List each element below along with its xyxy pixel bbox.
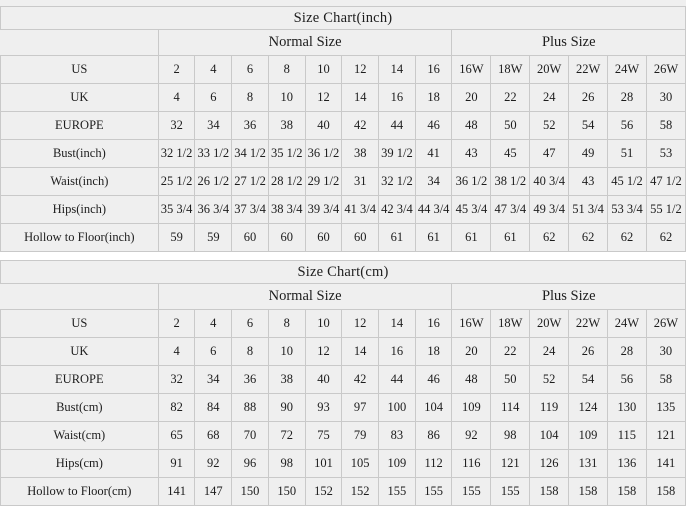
- cell: 119: [530, 394, 569, 422]
- cell: 84: [195, 394, 232, 422]
- cell: 93: [305, 394, 342, 422]
- table-title-row: [1, 7, 686, 30]
- cell: 51: [608, 140, 647, 168]
- cell: 16W: [452, 56, 491, 84]
- cell: 104: [530, 422, 569, 450]
- cell: 75: [305, 422, 342, 450]
- cell: 59: [158, 224, 195, 252]
- cell: 2: [158, 56, 195, 84]
- cell: 36 3/4: [195, 196, 232, 224]
- cell: 34 1/2: [232, 140, 269, 168]
- cell: 26W: [646, 56, 685, 84]
- size-chart-inch-block: [0, 0, 686, 252]
- cell: 38: [342, 140, 379, 168]
- row-label-hollow-to-floor: Hollow to Floor(inch): [1, 224, 159, 252]
- cell: 90: [268, 394, 305, 422]
- table-row: [1, 56, 686, 84]
- cell: 60: [305, 224, 342, 252]
- cell: 32 1/2: [379, 168, 416, 196]
- cell: 60: [342, 224, 379, 252]
- cell: 100: [379, 394, 416, 422]
- cell: 150: [268, 478, 305, 506]
- cell: 28 1/2: [268, 168, 305, 196]
- cell: 4: [195, 310, 232, 338]
- table-row: [1, 394, 686, 422]
- cell: 104: [415, 394, 452, 422]
- cell: 50: [491, 112, 530, 140]
- cell: 155: [452, 478, 491, 506]
- cell: 40 3/4: [530, 168, 569, 196]
- cell: 20: [452, 84, 491, 112]
- cell: 115: [607, 422, 646, 450]
- cell: 42: [342, 366, 379, 394]
- cell: 4: [195, 56, 232, 84]
- cell: 24W: [607, 310, 646, 338]
- cell: 38 1/2: [491, 168, 530, 196]
- cell: 24: [530, 338, 569, 366]
- cell: 16: [379, 84, 416, 112]
- group-header-normal-size: Normal Size: [158, 30, 452, 56]
- cell: 114: [491, 394, 530, 422]
- row-label-us: US: [1, 56, 159, 84]
- cell: 82: [158, 394, 195, 422]
- cell: 6: [195, 84, 232, 112]
- row-label-hips: Hips(cm): [1, 450, 159, 478]
- size-chart-cm-table: [0, 260, 686, 506]
- cell: 59: [195, 224, 232, 252]
- group-header-plus-size: Plus Size: [452, 30, 686, 56]
- cell: 98: [268, 450, 305, 478]
- cell: 58: [646, 112, 685, 140]
- cell: 152: [305, 478, 342, 506]
- cell: 49: [569, 140, 608, 168]
- table-row: [1, 450, 686, 478]
- cell: 72: [268, 422, 305, 450]
- cell: 55 1/2: [646, 196, 685, 224]
- cell: 53 3/4: [608, 196, 647, 224]
- group-header-normal-size: Normal Size: [158, 284, 452, 310]
- cell: 155: [379, 478, 416, 506]
- group-header-empty: [1, 284, 159, 310]
- cell: 47 1/2: [646, 168, 685, 196]
- cell: 12: [342, 56, 379, 84]
- cell: 101: [305, 450, 342, 478]
- size-chart-inch-table: [0, 6, 686, 252]
- cell: 10: [305, 310, 342, 338]
- cell: 40: [305, 366, 342, 394]
- cell: 47: [530, 140, 569, 168]
- table-row: [1, 366, 686, 394]
- cell: 109: [569, 422, 608, 450]
- table-title-row: [1, 261, 686, 284]
- cell: 124: [569, 394, 608, 422]
- cell: 12: [305, 84, 342, 112]
- cell: 158: [530, 478, 569, 506]
- cell: 24W: [608, 56, 647, 84]
- cell: 38: [268, 112, 305, 140]
- cell: 10: [305, 56, 342, 84]
- cell: 26: [569, 338, 608, 366]
- cell: 96: [232, 450, 269, 478]
- cell: 29 1/2: [305, 168, 342, 196]
- cell: 60: [268, 224, 305, 252]
- cell: 44: [379, 112, 416, 140]
- cell: 147: [195, 478, 232, 506]
- cell: 45: [491, 140, 530, 168]
- cell: 14: [379, 310, 416, 338]
- row-label-uk: UK: [1, 338, 159, 366]
- row-label-us: US: [1, 310, 159, 338]
- cell: 60: [232, 224, 269, 252]
- cell: 56: [607, 366, 646, 394]
- cell: 10: [268, 84, 305, 112]
- table-row: [1, 310, 686, 338]
- cell: 16: [415, 56, 452, 84]
- cell: 28: [608, 84, 647, 112]
- cell: 31: [342, 168, 379, 196]
- table-row: [1, 338, 686, 366]
- cell: 43: [452, 140, 491, 168]
- size-chart-cm-block: [0, 260, 686, 506]
- cell: 8: [268, 310, 305, 338]
- cell: 46: [415, 112, 452, 140]
- cell: 25 1/2: [158, 168, 195, 196]
- table-row: [1, 422, 686, 450]
- row-label-hollow-to-floor: Hollow to Floor(cm): [1, 478, 159, 506]
- cell: 44: [379, 366, 416, 394]
- cell: 14: [342, 84, 379, 112]
- cell: 45 3/4: [452, 196, 491, 224]
- table-row: [1, 196, 686, 224]
- cell: 158: [569, 478, 608, 506]
- cell: 40: [305, 112, 342, 140]
- cell: 47 3/4: [491, 196, 530, 224]
- cell: 30: [646, 84, 685, 112]
- cell: 26W: [646, 310, 685, 338]
- cell: 136: [607, 450, 646, 478]
- row-label-waist: Waist(cm): [1, 422, 159, 450]
- row-label-bust: Bust(cm): [1, 394, 159, 422]
- table-row: [1, 84, 686, 112]
- cell: 62: [608, 224, 647, 252]
- cell: 44 3/4: [415, 196, 452, 224]
- cell: 131: [569, 450, 608, 478]
- cell: 141: [646, 450, 685, 478]
- cell: 33 1/2: [195, 140, 232, 168]
- cell: 52: [530, 366, 569, 394]
- cell: 32: [158, 366, 195, 394]
- cell: 91: [158, 450, 195, 478]
- table-row: [1, 112, 686, 140]
- cell: 62: [569, 224, 608, 252]
- cell: 35 1/2: [268, 140, 305, 168]
- cell: 121: [491, 450, 530, 478]
- chart-divider: [0, 252, 686, 260]
- cell: 8: [232, 338, 269, 366]
- cell: 116: [452, 450, 491, 478]
- cell: 68: [195, 422, 232, 450]
- cell: 18W: [491, 310, 530, 338]
- cell: 109: [452, 394, 491, 422]
- cell: 45 1/2: [608, 168, 647, 196]
- cell: 30: [646, 338, 685, 366]
- cell: 22: [491, 84, 530, 112]
- row-label-waist: Waist(inch): [1, 168, 159, 196]
- cell: 49 3/4: [530, 196, 569, 224]
- cell: 8: [268, 56, 305, 84]
- cell: 92: [452, 422, 491, 450]
- cell: 86: [415, 422, 452, 450]
- cell: 22W: [569, 56, 608, 84]
- cell: 56: [608, 112, 647, 140]
- cell: 18: [415, 338, 452, 366]
- row-label-hips: Hips(inch): [1, 196, 159, 224]
- row-label-bust: Bust(inch): [1, 140, 159, 168]
- cell: 36: [232, 366, 269, 394]
- cell: 20: [452, 338, 491, 366]
- cell: 79: [342, 422, 379, 450]
- cell: 6: [232, 56, 269, 84]
- cell: 62: [646, 224, 685, 252]
- cell: 43: [569, 168, 608, 196]
- cell: 36 1/2: [305, 140, 342, 168]
- row-label-europe: EUROPE: [1, 112, 159, 140]
- cell: 38: [268, 366, 305, 394]
- cell: 65: [158, 422, 195, 450]
- cell: 61: [379, 224, 416, 252]
- cell: 22W: [569, 310, 608, 338]
- cell: 28: [607, 338, 646, 366]
- cell: 83: [379, 422, 416, 450]
- cell: 141: [158, 478, 195, 506]
- cell: 42: [342, 112, 379, 140]
- cell: 112: [415, 450, 452, 478]
- cell: 54: [569, 366, 608, 394]
- cell: 36: [232, 112, 269, 140]
- cell: 26: [569, 84, 608, 112]
- cell: 16W: [452, 310, 491, 338]
- cell: 8: [232, 84, 269, 112]
- cell: 32 1/2: [158, 140, 195, 168]
- cell: 126: [530, 450, 569, 478]
- cell: 98: [491, 422, 530, 450]
- cell: 34: [415, 168, 452, 196]
- cell: 62: [530, 224, 569, 252]
- cell: 36 1/2: [452, 168, 491, 196]
- cell: 38 3/4: [268, 196, 305, 224]
- cell: 6: [195, 338, 232, 366]
- cell: 52: [530, 112, 569, 140]
- cell: 41 3/4: [342, 196, 379, 224]
- cell: 155: [415, 478, 452, 506]
- cell: 121: [646, 422, 685, 450]
- group-header-plus-size: Plus Size: [452, 284, 686, 310]
- cell: 18: [415, 84, 452, 112]
- cell: 32: [158, 112, 195, 140]
- cell: 61: [415, 224, 452, 252]
- group-header-empty: [1, 30, 159, 56]
- cell: 61: [452, 224, 491, 252]
- cell: 58: [646, 366, 685, 394]
- cell: 46: [415, 366, 452, 394]
- group-header-row: [1, 284, 686, 310]
- cell: 27 1/2: [232, 168, 269, 196]
- cell: 37 3/4: [232, 196, 269, 224]
- cell: 2: [158, 310, 195, 338]
- cell: 51 3/4: [569, 196, 608, 224]
- cell: 155: [491, 478, 530, 506]
- cell: 34: [195, 112, 232, 140]
- cell: 158: [646, 478, 685, 506]
- cell: 18W: [491, 56, 530, 84]
- cell: 10: [268, 338, 305, 366]
- cell: 39 1/2: [379, 140, 416, 168]
- cell: 22: [491, 338, 530, 366]
- cell: 54: [569, 112, 608, 140]
- cell: 26 1/2: [195, 168, 232, 196]
- cell: 53: [646, 140, 685, 168]
- cell: 41: [415, 140, 452, 168]
- cell: 50: [491, 366, 530, 394]
- cell: 158: [607, 478, 646, 506]
- cell: 20W: [530, 310, 569, 338]
- cell: 12: [305, 338, 342, 366]
- group-header-row: [1, 30, 686, 56]
- cell: 6: [232, 310, 269, 338]
- cell: 35 3/4: [158, 196, 195, 224]
- cell: 97: [342, 394, 379, 422]
- chart-title: Size Chart(inch): [1, 7, 686, 30]
- row-label-europe: EUROPE: [1, 366, 159, 394]
- row-label-uk: UK: [1, 84, 159, 112]
- cell: 109: [379, 450, 416, 478]
- cell: 14: [379, 56, 416, 84]
- table-row: [1, 168, 686, 196]
- cell: 150: [232, 478, 269, 506]
- cell: 4: [158, 84, 195, 112]
- cell: 88: [232, 394, 269, 422]
- cell: 48: [452, 366, 491, 394]
- cell: 92: [195, 450, 232, 478]
- cell: 152: [342, 478, 379, 506]
- cell: 61: [491, 224, 530, 252]
- cell: 12: [342, 310, 379, 338]
- cell: 24: [530, 84, 569, 112]
- cell: 16: [415, 310, 452, 338]
- cell: 42 3/4: [379, 196, 416, 224]
- cell: 34: [195, 366, 232, 394]
- cell: 130: [607, 394, 646, 422]
- cell: 70: [232, 422, 269, 450]
- table-row: [1, 224, 686, 252]
- cell: 4: [158, 338, 195, 366]
- cell: 20W: [530, 56, 569, 84]
- cell: 48: [452, 112, 491, 140]
- table-row: [1, 140, 686, 168]
- cell: 16: [379, 338, 416, 366]
- cell: 14: [342, 338, 379, 366]
- cell: 39 3/4: [305, 196, 342, 224]
- cell: 105: [342, 450, 379, 478]
- cell: 135: [646, 394, 685, 422]
- chart-title: Size Chart(cm): [1, 261, 686, 284]
- table-row: [1, 478, 686, 506]
